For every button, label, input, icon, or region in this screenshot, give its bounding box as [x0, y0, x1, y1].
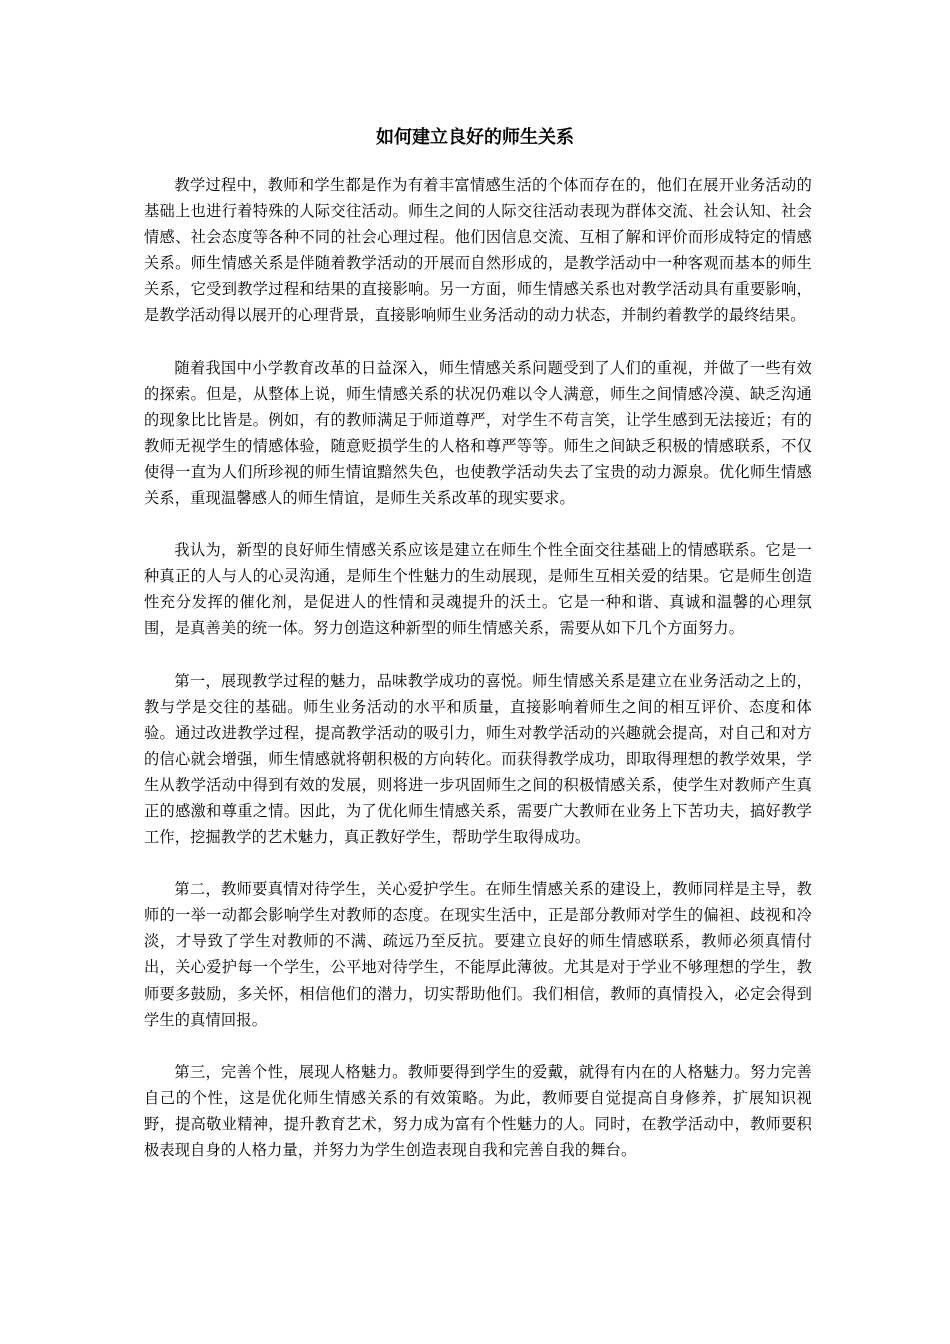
- document-title: 如何建立良好的师生关系: [376, 127, 574, 148]
- paragraph-current-situation: 随着我国中小学教育改革的日益深入，师生情感关系问题受到了人们的重视，并做了一些有效的探索。但是，从整体上说，师生情感关系的状况仍难以令人满意，师生之间情感冷漠、缺乏沟通的现象比比皆是。例如，有的教师满足于师道尊严，对学生不苟言笑，让学生感到无法接近；有的教师无视学生的情感体验，随意贬损学生的人格和尊严等等。师生之间缺乏积极的情感联系，不仅使得一直为人们所珍视的师生情谊黯然失色，也使教学活动失去了宝贵的动力源泉。优化师生情感关系，重现温馨感人的师生情谊，是师生关系改革的现实要求。: [144, 358, 812, 508]
- paragraph-point-two: 第二，教师要真情对待学生，关心爱护学生。在师生情感关系的建设上，教师同样是主导，教师的一举一动都会影响学生对教师的态度。在现实生活中，正是部分教师对学生的偏袒、歧视和冷淡，才导致了学生对教师的不满、疏远乃至反抗。要建立良好的师生情感联系，教师必须真情付出，关心爱护每一个学生，公平地对待学生，不能厚此薄彼。尤其是对于学业不够理想的学生，教师要多鼓励，多关怀，相信他们的潜力，切实帮助他们。我们相信，教师的真情投入，必定会得到学生的真情回报。: [144, 880, 812, 1029]
- paragraph-point-one: 第一，展现教学过程的魅力，品味教学成功的喜悦。师生情感关系是建立在业务活动之上的，教与学是交往的基础。师生业务活动的水平和质量，直接影响着师生之间的相互评价、态度和体验。通过改进教学过程，提高教学活动的吸引力，师生对教学活动的兴趣就会提高，对自己和对方的信心就会增强，师生情感就将朝积极的方向转化。而获得教学成功，即取得理想的教学效果，学生从教学活动中得到有效的发展，则将进一步巩固师生之间的积极情感关系，使学生对教师产生真正的感激和尊重之情。因此，为了优化师生情感关系，需要广大教师在业务上下苦功夫，搞好教学工作，挖掘教学的艺术魅力，真正教好学生，帮助学生取得成功。: [144, 671, 812, 847]
- document-body: [144, 172, 812, 1189]
- paragraph-point-three: 第三，完善个性，展现人格魅力。教师要得到学生的爱戴，就得有内在的人格魅力。努力完善自己的个性，这是优化师生情感关系的有效策略。为此，教师要自觉提高自身修养，扩展知识视野，提高敬业精神，提升教育艺术，努力成为富有个性魅力的人。同时，在教学活动中，教师要积极表现自身的人格力量，并努力为学生创造表现自我和完善自我的舞台。: [144, 1062, 812, 1159]
- paragraph-intro: 教学过程中，教师和学生都是作为有着丰富情感生活的个体而存在的，他们在展开业务活动的基础上也进行着特殊的人际交往活动。师生之间的人际交往活动表现为群体交流、社会认知、社会情感、社会态度等各种不同的社会心理过程。他们因信息交流、互相了解和评价而形成特定的情感关系。师生情感关系是伴随着教学活动的开展而自然形成的，是教学活动中一种客观而基本的师生关系，它受到教学过程和结果的直接影响。另一方面，师生情感关系也对教学活动具有重要影响，是教学活动得以展开的心理背景，直接影响师生业务活动的动力状态，并制约着教学的最终结果。: [144, 176, 812, 325]
- paragraph-new-relationship: 我认为，新型的良好师生情感关系应该是建立在师生个性全面交往基础上的情感联系。它是一种真正的人与人的心灵沟通，是师生个性魅力的生动展现，是师生互相关爱的结果。它是师生创造性充分发挥的催化剂，是促进人的性情和灵魂提升的沃土。它是一种和谐、真诚和温馨的心理氛围，是真善美的统一体。努力创造这种新型的师生情感关系，需要从如下几个方面努力。: [144, 541, 812, 638]
